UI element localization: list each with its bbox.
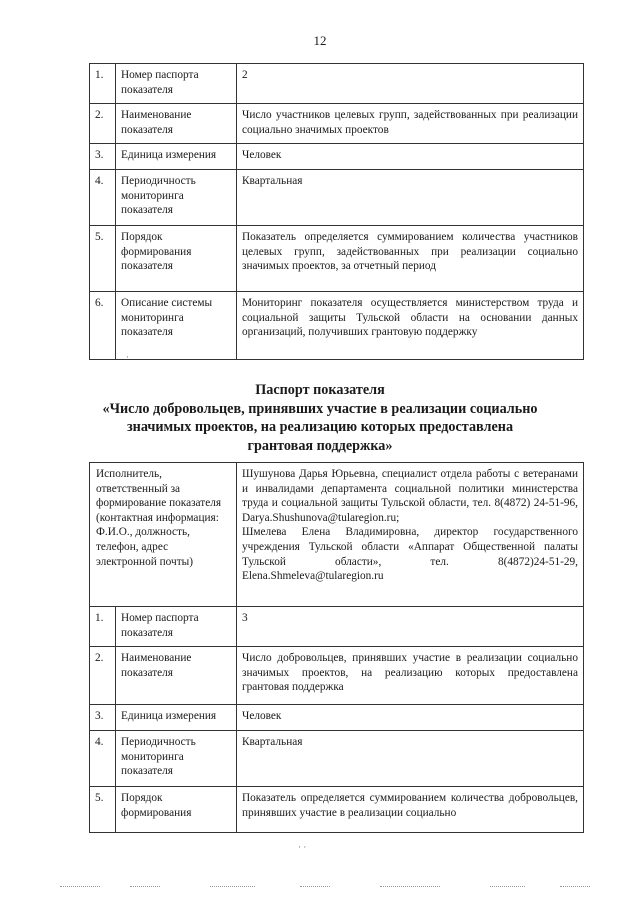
table-row	[90, 731, 584, 787]
table-row	[90, 170, 584, 226]
row-number: 1.	[90, 607, 116, 647]
row-number: 2.	[90, 104, 116, 144]
row-number: 4.	[90, 170, 116, 226]
executor-value	[237, 463, 584, 607]
row-number: 6.	[90, 292, 116, 360]
table-row	[90, 647, 584, 705]
section-heading	[95, 381, 545, 455]
row-label: Наименование показателя	[116, 647, 237, 705]
row-number: 5.	[90, 787, 116, 833]
heading-title: Паспорт показателя	[255, 382, 385, 398]
row-label: Единица измерения	[116, 144, 237, 170]
row-number: 3.	[90, 144, 116, 170]
row-number: 2.	[90, 647, 116, 705]
executor-contact-2: Шмелева Елена Владимировна, директор государственного учреждения Тульской области «Аппарат Общественной палаты Тульской области», тел. 8(4872)24-51-29, Elena.Shmeleva@tularegion.ru	[242, 526, 578, 583]
indicator-passport-table-3	[89, 462, 584, 833]
row-value: Квартальная	[237, 170, 584, 226]
row-number: 5.	[90, 226, 116, 292]
indicator-passport-table-2	[89, 63, 584, 360]
row-value: Человек	[237, 144, 584, 170]
scan-speck: ·	[126, 352, 129, 362]
row-value: 2	[237, 64, 584, 104]
row-label: Номер паспорта показателя	[116, 64, 237, 104]
row-label: Периодичность мониторинга показателя	[116, 731, 237, 787]
row-label: Порядок формирования	[116, 787, 237, 833]
row-value: Квартальная	[237, 731, 584, 787]
page-number: 12	[313, 33, 327, 48]
executor-label: Исполнитель, ответственный за формирование показателя (контактная информация: Ф.И.О., должность, телефон, адрес электронной почты)	[90, 463, 237, 607]
row-label: Номер паспорта показателя	[116, 607, 237, 647]
table-row	[90, 104, 584, 144]
row-value: Человек	[237, 705, 584, 731]
row-value: Число участников целевых групп, задействованных при реализации социально значимых проектов	[237, 104, 584, 144]
row-value: 3	[237, 607, 584, 647]
row-label: Описание системы мониторинга показателя	[116, 292, 237, 360]
table-row	[90, 787, 584, 833]
row-number: 4.	[90, 731, 116, 787]
heading-indicator-name: «Число добровольцев, принявших участие в реализации социально значимых проектов, на реализацию которых предоставлена грантовая поддержка»	[102, 400, 538, 454]
scan-edge-marks	[60, 886, 600, 890]
table-row	[90, 64, 584, 104]
row-label: Наименование показателя	[116, 104, 237, 144]
row-number: 1.	[90, 64, 116, 104]
row-value: Число добровольцев, принявших участие в реализации социально значимых проектов, на реализацию которых предоставлена грантовая поддержка	[237, 647, 584, 705]
executor-contact-1: Шушунова Дарья Юрьевна, специалист отдела работы с ветеранами и инвалидами департамента социальной политики министерства труда и социальной защиты Тульской области, тел. 8(4872) 24-51-96, Darya.Shushunova@tularegion.ru;	[242, 468, 578, 524]
row-value: Мониторинг показателя осуществляется министерством труда и социальной защиты Тульской области на основании данных организаций, получивших грантовую поддержку	[237, 292, 584, 360]
row-label: Единица измерения	[116, 705, 237, 731]
table-row	[90, 292, 584, 360]
row-number: 3.	[90, 705, 116, 731]
scan-speck: · ·	[298, 842, 307, 852]
row-value: Показатель определяется суммированием количества добровольцев, принявших участие в реализации социально	[237, 787, 584, 833]
row-value: Показатель определяется суммированием количества участников целевых групп, задействованных при реализации социально значимых проектов, за отчетный период	[237, 226, 584, 292]
row-label: Периодичность мониторинга показателя	[116, 170, 237, 226]
row-label: Порядок формирования показателя	[116, 226, 237, 292]
table-row	[90, 144, 584, 170]
table-row	[90, 226, 584, 292]
table-row	[90, 607, 584, 647]
table-row	[90, 705, 584, 731]
executor-row	[90, 463, 584, 607]
